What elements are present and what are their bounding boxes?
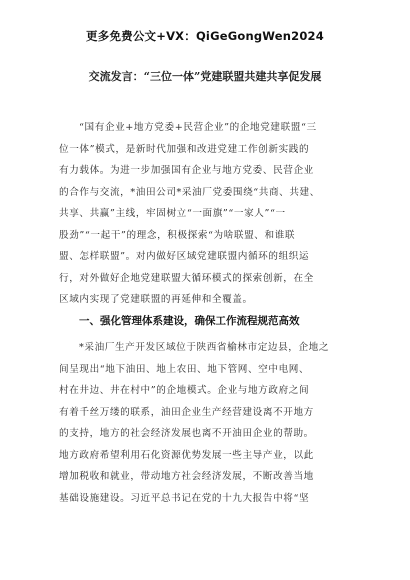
- paragraph-line: 股劲”“一起干”的理念，积极探索“为啥联盟、和谁联: [59, 229, 296, 241]
- paragraph-line: 位一体”模式，是新时代加强和改进党建工作创新实践的: [59, 143, 310, 155]
- promo-header: 更多免费公文+VX：QiGeGongWen2024: [86, 29, 324, 43]
- paragraph-section1: [59, 337, 351, 509]
- paragraph-line: 地方政府希望利用石化资源优势发展一些主导产业，以此: [59, 449, 314, 461]
- paragraph-line: 村在井边、井在村中”的企地模式。企业与地方政府之间: [59, 385, 310, 396]
- paragraph-line: 的支持，地方的社会经济发展也离不开油田企业的帮助。: [59, 428, 314, 439]
- paragraph-line: 有力载体。为进一步加强国有企业与地方党委、民营企业: [59, 165, 314, 176]
- paragraph-line: “国有企业+地方党委+民营企业”的企地党建联盟“三: [79, 122, 317, 133]
- paragraph-line: 行，对外做好企地党建联盟大循环模式的探索创新，在全: [59, 272, 314, 284]
- paragraph-line: 间呈现出“地下油田、地上农田、地下管网、空中电网、: [59, 363, 310, 375]
- paragraph-line: 区域内实现了党建联盟的再延伸和全覆盖。: [59, 294, 253, 305]
- paragraph-line: 共享、共赢”主线，牢固树立“一面旗”“一家人”“一: [59, 208, 286, 219]
- paragraph-line: 盟、怎样联盟”。对内做好区域党建联盟内循环的组织运: [59, 251, 310, 262]
- paragraph-line: 增加税收和就业，带动地方社会经济发展，不断改善当地: [59, 471, 314, 482]
- document-title: 交流发言：“三位一体”党建联盟共建共享促发展: [88, 70, 322, 83]
- paragraph-line: *采油厂生产开发区域位于陕西省榆林市定边县，企地之: [79, 342, 330, 353]
- section-heading: 一、强化管理体系建设，确保工作流程规范高效: [79, 315, 300, 327]
- paragraph-line: 基础设施建设。习近平总书记在党的十九大报告中将“坚: [59, 492, 310, 504]
- paragraph-intro: [59, 117, 351, 311]
- paragraph-line: 有着千丝万缕的联系，油田企业生产经营建设离不开地方: [59, 406, 314, 418]
- paragraph-line: 的合作与交流，*油田公司*采油厂党委围绕“共商、共建、: [59, 186, 320, 198]
